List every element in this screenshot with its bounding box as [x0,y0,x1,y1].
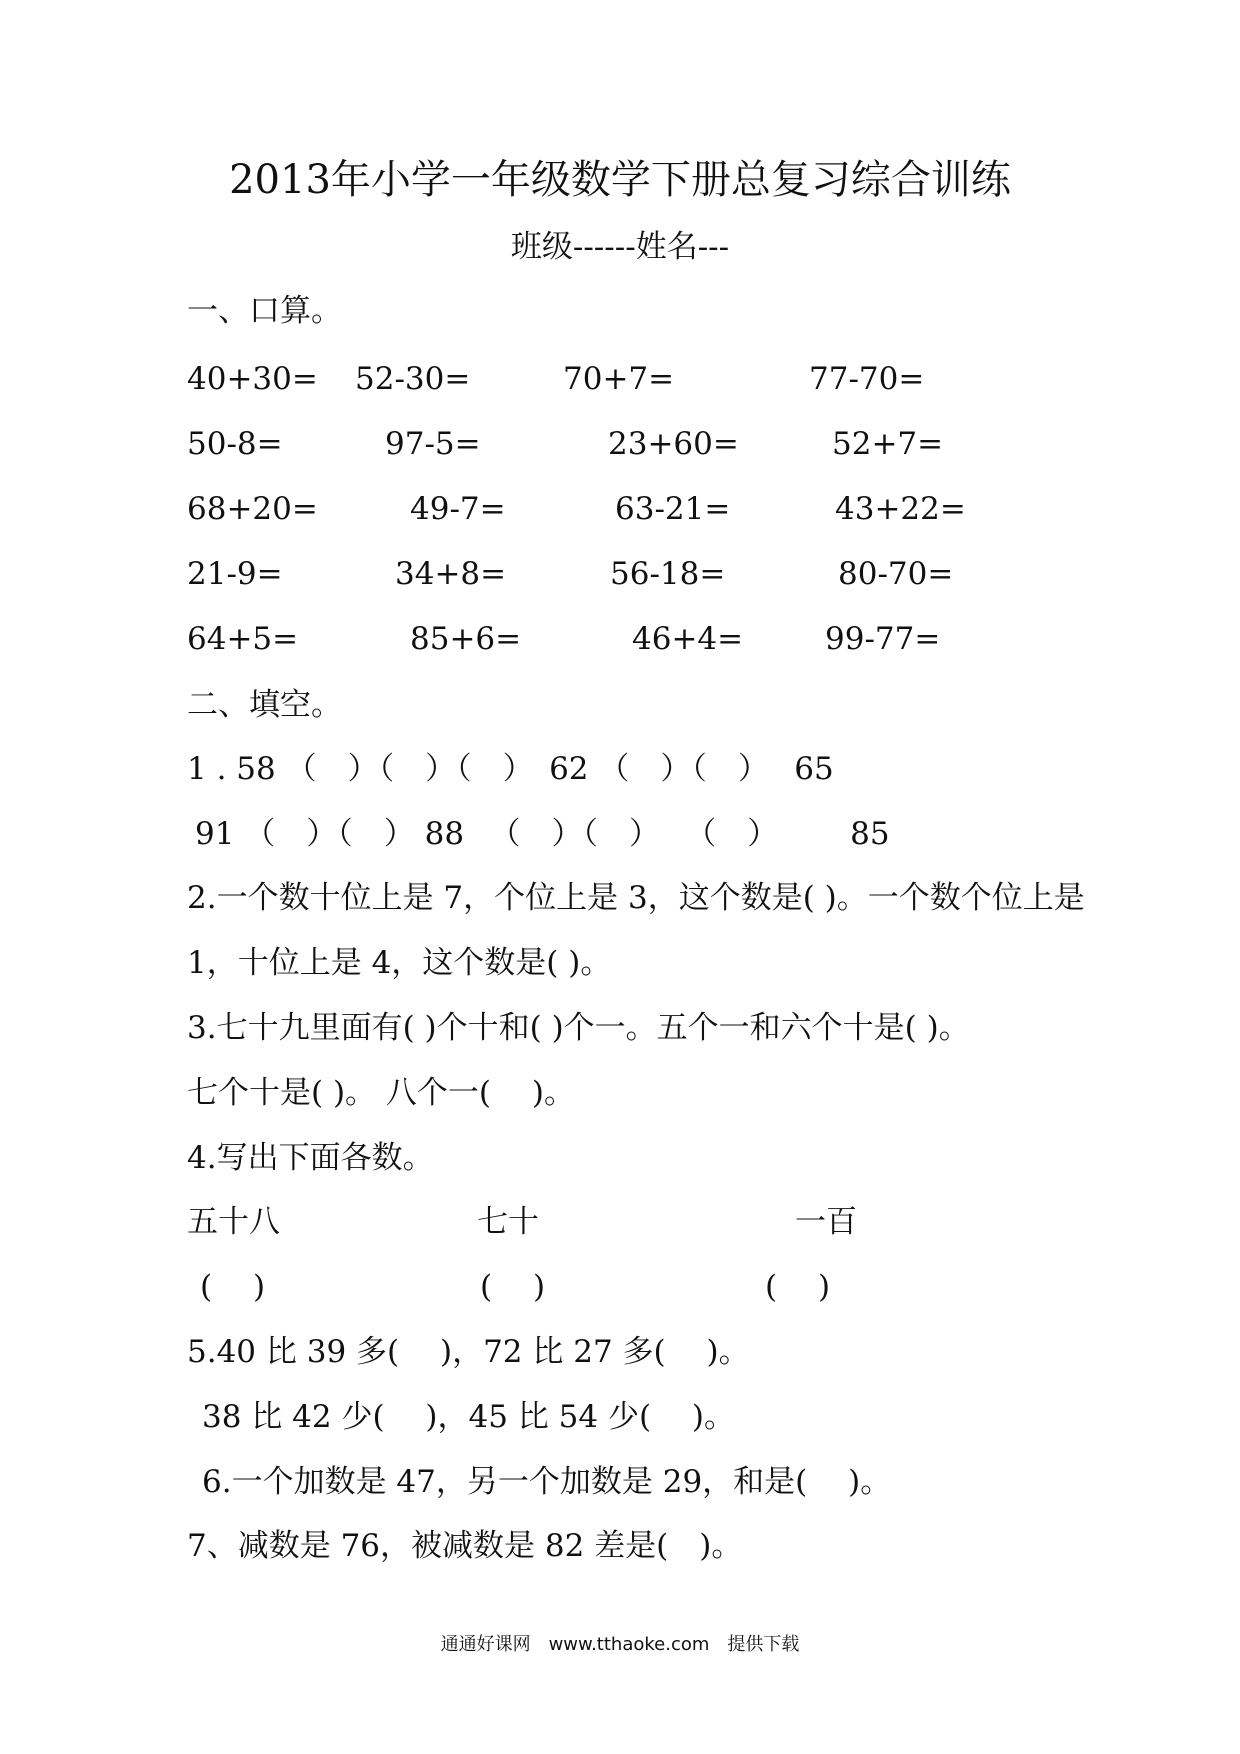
calc-item: 34+8= [395,556,507,592]
calc-item: 52-30= [355,361,471,397]
q6: 6.一个加数是 47，另一个加数是 29，和是( )。 [202,1464,892,1500]
q1-sequence-line2: 91 （ ）（ ） 88 （ ）（ ） （ ） 85 [195,816,890,852]
calc-item: 64+5= [187,621,299,657]
class-name-line: 班级------姓名--- [510,229,730,265]
q4-word: 五十八 [187,1204,280,1240]
q5-line2: 38 比 42 少( )，45 比 54 少( )。 [202,1399,735,1435]
calc-item: 97-5= [385,426,481,462]
calc-item: 50-8= [187,426,283,462]
page-title: 2013年小学一年级数学下册总复习综合训练 [229,157,1011,203]
calc-item: 68+20= [187,491,318,527]
q4-answer-blank[interactable]: ( ) [765,1269,831,1305]
calc-item: 77-70= [809,361,925,397]
calc-item: 49-7= [410,491,506,527]
calc-item: 21-9= [187,556,283,592]
q3-line1: 3.七十九里面有( )个十和( )个一。五个一和六个十是( )。 [187,1010,970,1046]
calc-item: 43+22= [835,491,966,527]
section2-heading: 二、填空。 [187,687,342,723]
calc-item: 23+60= [608,426,739,462]
calc-item: 52+7= [832,426,944,462]
q4-word: 一百 [795,1204,857,1240]
q7: 7、减数是 76，被减数是 82 差是( )。 [187,1528,743,1564]
q1-sequence-line1: 1 . 58 （ ）（ ）（ ） 62 （ ）（ ） 65 [187,751,834,787]
calc-item: 80-70= [838,556,954,592]
q4-word: 七十 [477,1204,539,1240]
calc-item: 70+7= [563,361,675,397]
q4-answer-blank[interactable]: ( ) [200,1269,266,1305]
section1-heading: 一、口算。 [187,293,342,329]
q2-line2: 1，十位上是 4，这个数是( )。 [187,945,612,981]
q4-heading: 4.写出下面各数。 [187,1140,434,1176]
calc-item: 99-77= [825,621,941,657]
calc-item: 46+4= [632,621,744,657]
calc-item: 56-18= [610,556,726,592]
q4-answer-blank[interactable]: ( ) [480,1269,546,1305]
q2-line1: 2.一个数十位上是 7，个位上是 3，这个数是( )。一个数个位上是 [187,880,1085,916]
calc-item: 85+6= [410,621,522,657]
q3-line2: 七个十是( )。 八个一( )。 [187,1075,575,1111]
q5-line1: 5.40 比 39 多( )，72 比 27 多( )。 [187,1334,750,1370]
calc-item: 63-21= [615,491,731,527]
calc-item: 40+30= [187,361,318,397]
download-footer: 通通好课网 www.tthaoke.com 提供下载 [440,1634,800,1655]
